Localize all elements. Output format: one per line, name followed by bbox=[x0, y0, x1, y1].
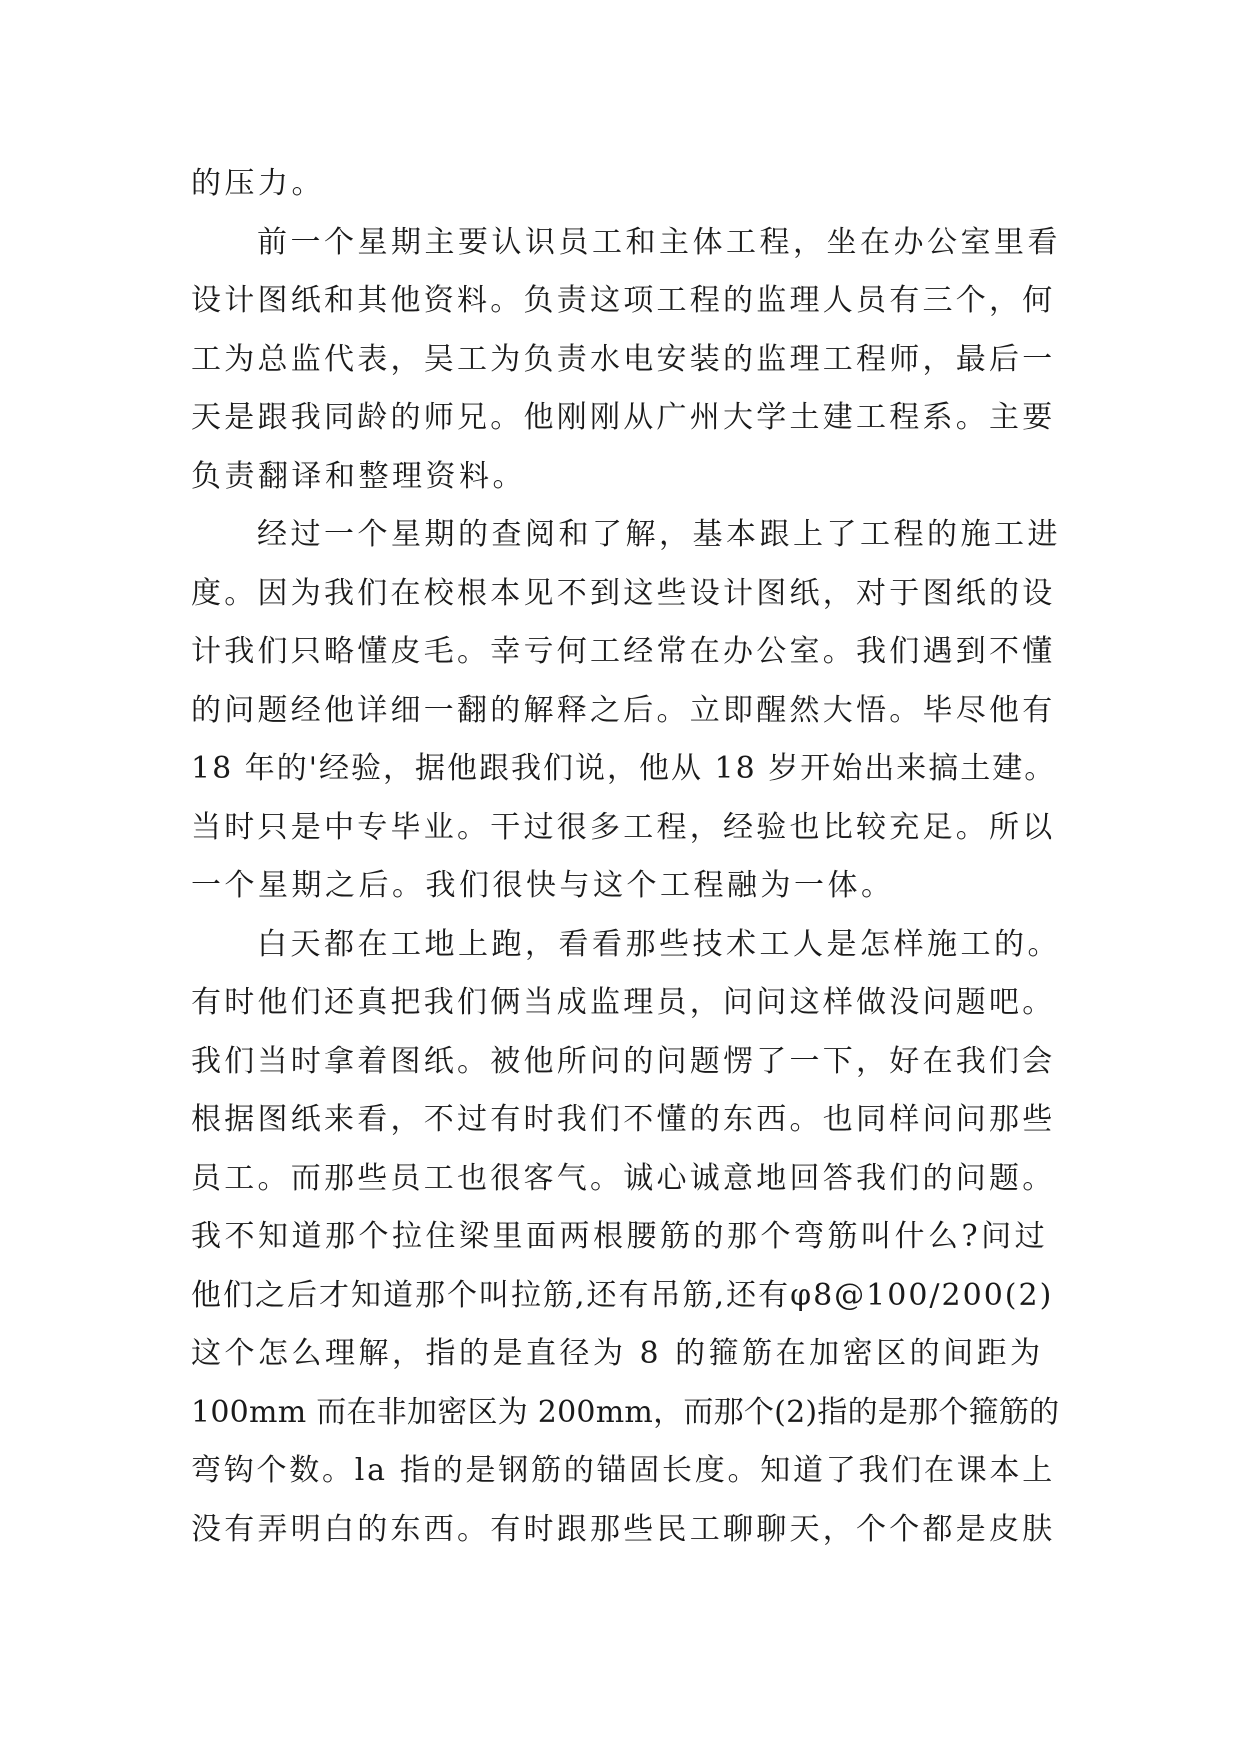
text-line: 白天都在工地上跑，看看那些技术工人是怎样施工的。 bbox=[257, 926, 1061, 962]
text-line: 有时他们还真把我们俩当成监理员，问问这样做没问题吧。 bbox=[191, 985, 1056, 1020]
text-line: 设计图纸和其他资料。负责这项工程的监理人员有三个，何 bbox=[191, 283, 1056, 318]
text-line: 天是跟我同龄的师兄。他刚刚从广州大学土建工程系。主要 bbox=[191, 400, 1056, 435]
text-line: 负责翻译和整理资料。 bbox=[191, 458, 526, 494]
text-line: 一个星期之后。我们很快与这个工程融为一体。 bbox=[191, 868, 895, 903]
text-line: 工为总监代表，吴工为负责水电安装的监理工程师，最后一 bbox=[191, 341, 1056, 377]
text-line: 没有弄明白的东西。有时跟那些民工聊聊天，个个都是皮肤 bbox=[191, 1511, 1056, 1547]
text-line: 度。因为我们在校根本见不到这些设计图纸，对于图纸的设 bbox=[191, 575, 1056, 611]
text-line: 这个怎么理解，指的是直径为 8 的箍筋在加密区的间距为 bbox=[191, 1336, 1044, 1371]
text-line: 计我们只略懂皮毛。幸亏何工经常在办公室。我们遇到不懂 bbox=[191, 634, 1056, 669]
text-line: 18 年的'经验，据他跟我们说，他从 18 岁开始出来搞土建。 bbox=[191, 751, 1057, 786]
text-line: 员工。而那些员工也很客气。诚心诚意地回答我们的问题。 bbox=[191, 1160, 1056, 1196]
text-line: 的问题经他详细一翻的解释之后。立即醒然大悟。毕尽他有 bbox=[191, 692, 1056, 728]
text-line: 经过一个星期的查阅和了解，基本跟上了工程的施工进 bbox=[257, 517, 1061, 552]
text-line: 的压力。 bbox=[191, 166, 325, 201]
text-line: 我不知道那个拉住梁里面两根腰筋的那个弯筋叫什么?问过 bbox=[191, 1219, 1049, 1254]
text-line: 当时只是中专毕业。干过很多工程，经验也比较充足。所以 bbox=[191, 809, 1056, 845]
text-line: 弯钩个数。la 指的是钢筋的锚固长度。知道了我们在课本上 bbox=[191, 1453, 1056, 1488]
text-line: 前一个星期主要认识员工和主体工程，坐在办公室里看 bbox=[257, 224, 1061, 260]
text-line: 他们之后才知道那个叫拉筋,还有吊筋,还有φ8@100/200(2) bbox=[191, 1277, 1054, 1313]
text-line: 100mm 而在非加密区为 200mm，而那个(2)指的是那个箍筋的 bbox=[191, 1394, 1060, 1430]
text-line: 我们当时拿着图纸。被他所问的问题愣了一下，好在我们会 bbox=[191, 1043, 1056, 1079]
text-line: 根据图纸来看，不过有时我们不懂的东西。也同样问问那些 bbox=[191, 1102, 1056, 1137]
body-text bbox=[191, 155, 1061, 1559]
